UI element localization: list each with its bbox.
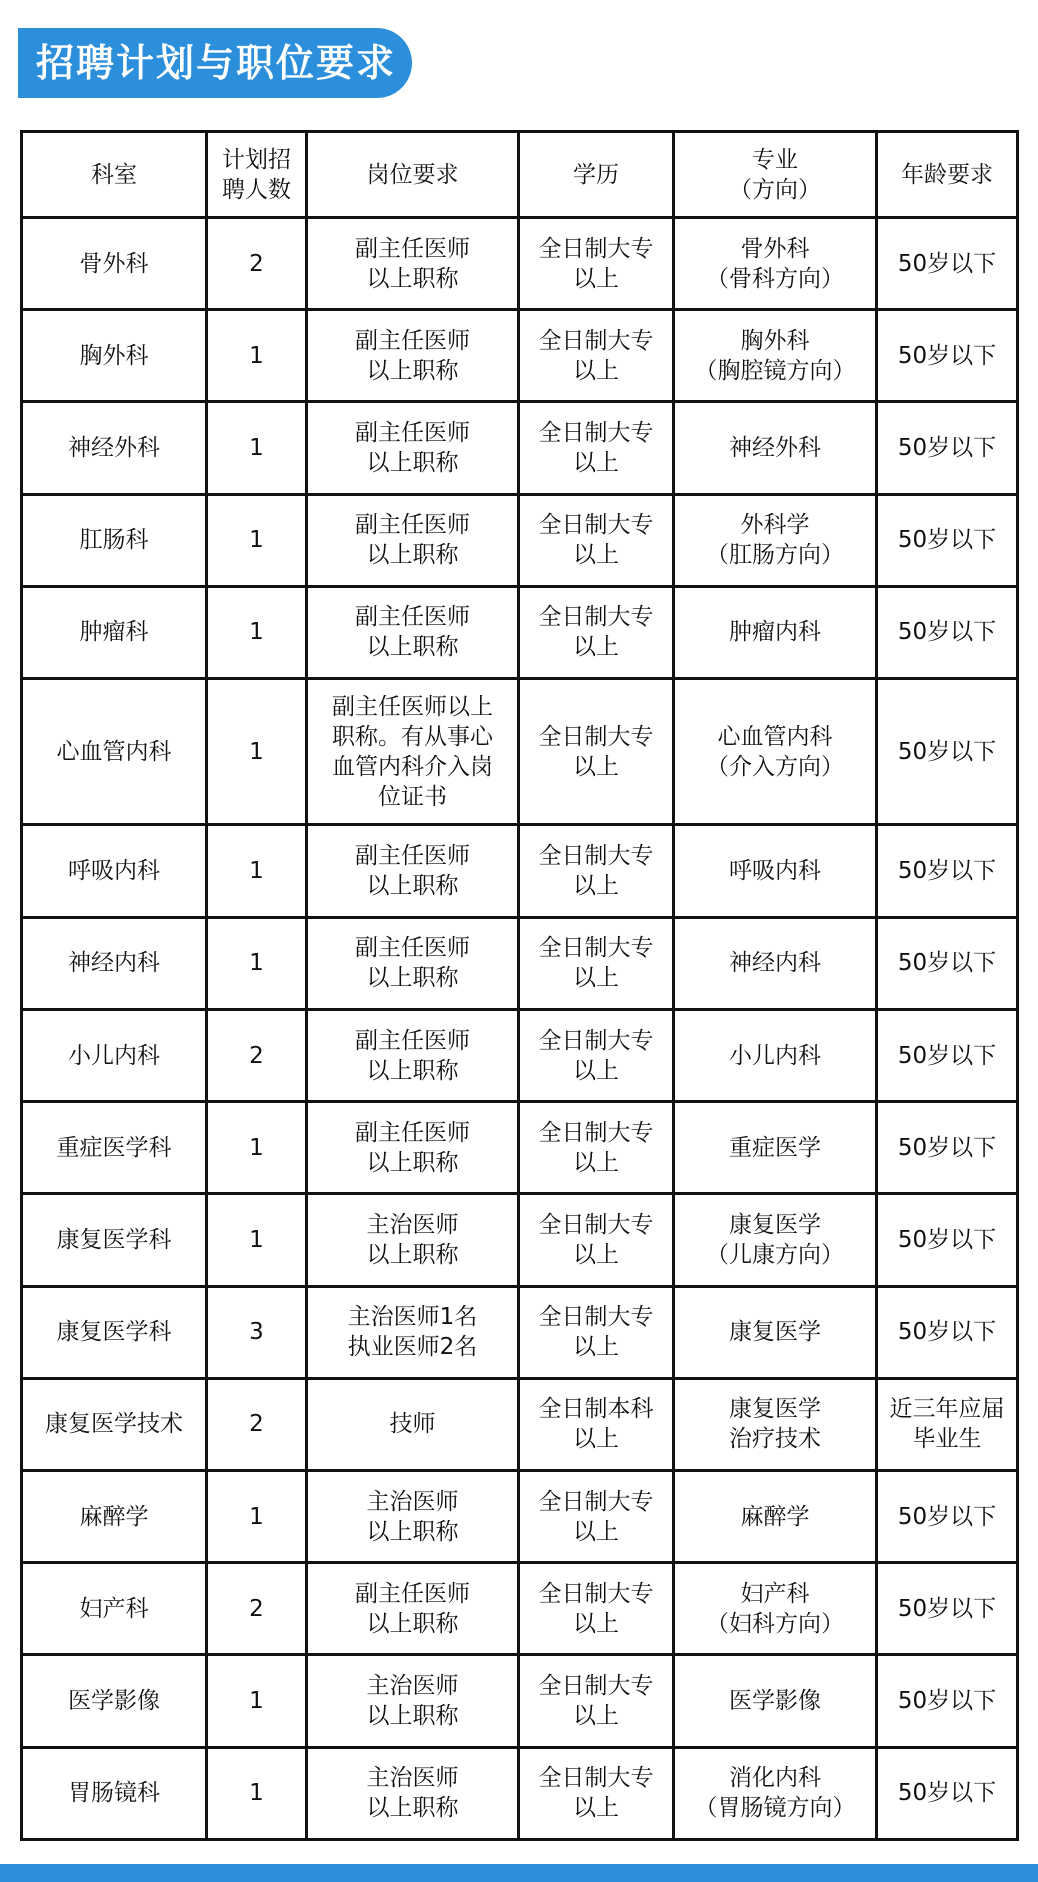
- cell-line: 全日制大专: [538, 1488, 654, 1515]
- cell-line: 康复医学科: [56, 1319, 172, 1346]
- cell-line: 2: [249, 1411, 264, 1438]
- cell-line: 学历: [573, 161, 619, 188]
- cell-line: 骨外科: [79, 250, 149, 277]
- cell-age-requirement: [877, 1378, 1018, 1470]
- cell-age-requirement: [877, 494, 1018, 586]
- cell-line: 以上: [573, 1518, 619, 1545]
- cell-position-requirement: [307, 1378, 519, 1470]
- cell-line: 执业医师2名: [347, 1334, 478, 1361]
- cell-age-requirement: [877, 310, 1018, 402]
- cell-headcount: [207, 1194, 307, 1286]
- table-row: [22, 1286, 1018, 1378]
- cell-headcount: [207, 679, 307, 825]
- cell-line: 1: [249, 435, 264, 462]
- cell-headcount: [207, 917, 307, 1009]
- cell-line: 1: [249, 950, 264, 977]
- cell-line: 计划招: [222, 146, 291, 173]
- cell-line: 1: [249, 1503, 264, 1530]
- cell-major: [674, 494, 877, 586]
- cell-headcount: [207, 1378, 307, 1470]
- cell-line: 全日制大专: [538, 235, 654, 262]
- cell-age-requirement: [877, 1655, 1018, 1747]
- cell-major: [674, 1655, 877, 1747]
- cell-age-requirement: [877, 825, 1018, 917]
- cell-line: 肿瘤内科: [729, 619, 821, 646]
- cell-department: [22, 402, 207, 494]
- cell-line: 以上职称: [366, 873, 459, 900]
- cell-department: [22, 218, 207, 310]
- cell-line: 主治医师: [366, 1211, 459, 1238]
- cell-age-requirement: [877, 218, 1018, 310]
- table-row: [22, 825, 1018, 917]
- cell-line: 副主任医师: [355, 1027, 470, 1054]
- table-row: [22, 1470, 1018, 1562]
- cell-line: 近三年应届: [889, 1396, 1005, 1423]
- cell-line: 以上: [573, 1703, 619, 1730]
- cell-education: [519, 1009, 674, 1101]
- cell-line: 以上: [573, 1610, 619, 1637]
- table-row: [22, 679, 1018, 825]
- cell-line: 医学影像: [729, 1688, 821, 1715]
- cell-line: 主治医师1名: [347, 1304, 478, 1331]
- cell-line: 康复医学科: [56, 1226, 172, 1253]
- cell-line: 副主任医师: [355, 327, 470, 354]
- cell-department: [22, 679, 207, 825]
- cell-line: 心血管内科: [56, 738, 172, 765]
- cell-line: 康复医学: [729, 1396, 821, 1423]
- cell-line: （肛肠方向）: [706, 542, 844, 569]
- cell-position-requirement: [307, 1102, 519, 1194]
- cell-line: 呼吸内科: [68, 858, 160, 885]
- cell-age-requirement: [877, 1102, 1018, 1194]
- cell-line: 康复医学: [729, 1319, 821, 1346]
- cell-education: [519, 825, 674, 917]
- table-row: [22, 917, 1018, 1009]
- cell-line: 全日制大专: [538, 420, 654, 447]
- cell-line: 职称。有从事心: [332, 723, 493, 750]
- cell-education: [519, 402, 674, 494]
- cell-line: 50岁以下: [897, 1042, 997, 1069]
- cell-line: 全日制大专: [538, 1027, 654, 1054]
- cell-position-requirement: [307, 1470, 519, 1562]
- cell-education: [519, 1747, 674, 1839]
- cell-line: 康复医学技术: [45, 1411, 183, 1438]
- cell-position-requirement: [307, 218, 519, 310]
- cell-position-requirement: [307, 402, 519, 494]
- cell-line: 麻醉学: [740, 1503, 810, 1530]
- cell-age-requirement: [877, 586, 1018, 678]
- cell-position-requirement: [307, 586, 519, 678]
- cell-line: 50岁以下: [897, 527, 997, 554]
- cell-line: 50岁以下: [897, 738, 997, 765]
- cell-line: 1: [249, 619, 264, 646]
- cell-age-requirement: [877, 1009, 1018, 1101]
- cell-line: 以上职称: [366, 634, 459, 661]
- cell-department: [22, 1102, 207, 1194]
- cell-headcount: [207, 1286, 307, 1378]
- cell-line: 肛肠科: [79, 527, 149, 554]
- cell-department: [22, 1655, 207, 1747]
- table-row: [22, 218, 1018, 310]
- cell-line: 胸外科: [79, 342, 149, 369]
- column-header-position-requirement: [307, 132, 519, 218]
- cell-line: 以上职称: [366, 1795, 459, 1822]
- cell-line: 肿瘤科: [79, 619, 149, 646]
- cell-line: 1: [249, 1780, 264, 1807]
- cell-line: 以上: [573, 1241, 619, 1268]
- cell-line: 全日制大专: [538, 1580, 654, 1607]
- cell-line: 以上: [573, 450, 619, 477]
- cell-line: 以上职称: [366, 1057, 459, 1084]
- cell-major: [674, 917, 877, 1009]
- cell-line: 全日制大专: [538, 1765, 654, 1792]
- cell-position-requirement: [307, 310, 519, 402]
- table-row: [22, 310, 1018, 402]
- cell-headcount: [207, 1009, 307, 1101]
- cell-line: 以上: [573, 1426, 619, 1453]
- cell-line: 以上职称: [366, 357, 459, 384]
- cell-position-requirement: [307, 1747, 519, 1839]
- cell-line: 副主任医师: [355, 1119, 470, 1146]
- table-header: [22, 132, 1018, 218]
- cell-line: 全日制大专: [538, 723, 654, 750]
- cell-line: 副主任医师: [355, 843, 470, 870]
- cell-education: [519, 1655, 674, 1747]
- table-row: [22, 1747, 1018, 1839]
- table-row: [22, 402, 1018, 494]
- cell-position-requirement: [307, 1563, 519, 1655]
- cell-line: 全日制大专: [538, 1304, 654, 1331]
- table-row: [22, 1009, 1018, 1101]
- cell-line: 以上职称: [366, 1518, 459, 1545]
- cell-line: 副主任医师: [355, 604, 470, 631]
- cell-headcount: [207, 310, 307, 402]
- cell-department: [22, 1009, 207, 1101]
- cell-position-requirement: [307, 1655, 519, 1747]
- cell-line: 神经外科: [68, 435, 160, 462]
- cell-line: 50岁以下: [897, 1503, 997, 1530]
- cell-headcount: [207, 1470, 307, 1562]
- cell-line: 全日制大专: [538, 1211, 654, 1238]
- cell-line: 血管内科介入岗: [332, 753, 493, 780]
- cell-major: [674, 1194, 877, 1286]
- cell-headcount: [207, 825, 307, 917]
- cell-position-requirement: [307, 1194, 519, 1286]
- cell-line: （妇科方向）: [706, 1610, 844, 1637]
- cell-line: 50岁以下: [897, 1595, 997, 1622]
- cell-education: [519, 1378, 674, 1470]
- cell-department: [22, 310, 207, 402]
- cell-line: 50岁以下: [897, 950, 997, 977]
- cell-line: 以上: [573, 1795, 619, 1822]
- cell-department: [22, 1286, 207, 1378]
- cell-major: [674, 310, 877, 402]
- recruitment-table: [20, 130, 1019, 1841]
- cell-line: 1: [249, 1226, 264, 1253]
- cell-department: [22, 825, 207, 917]
- cell-line: 以上: [573, 1334, 619, 1361]
- cell-line: 全日制大专: [538, 512, 654, 539]
- cell-education: [519, 1194, 674, 1286]
- cell-major: [674, 402, 877, 494]
- cell-line: 副主任医师: [355, 512, 470, 539]
- cell-line: 以上职称: [366, 1610, 459, 1637]
- cell-line: 副主任医师: [355, 235, 470, 262]
- cell-line: 以上职称: [366, 1149, 459, 1176]
- cell-major: [674, 1286, 877, 1378]
- cell-line: 2: [249, 1042, 264, 1069]
- column-header-age-requirement: [877, 132, 1018, 218]
- cell-headcount: [207, 1102, 307, 1194]
- cell-age-requirement: [877, 1563, 1018, 1655]
- table-row: [22, 494, 1018, 586]
- cell-line: 以上: [573, 357, 619, 384]
- cell-line: 年龄要求: [901, 161, 993, 188]
- cell-headcount: [207, 586, 307, 678]
- cell-line: 以上职称: [366, 542, 459, 569]
- cell-line: 50岁以下: [897, 342, 997, 369]
- cell-line: 50岁以下: [897, 1688, 997, 1715]
- cell-position-requirement: [307, 825, 519, 917]
- cell-line: 以上: [573, 634, 619, 661]
- cell-line: 神经内科: [729, 950, 821, 977]
- cell-line: 技师: [389, 1411, 436, 1438]
- cell-line: 全日制大专: [538, 1673, 654, 1700]
- header-row: [22, 132, 1018, 218]
- cell-line: 聘人数: [222, 176, 291, 203]
- cell-line: 小儿内科: [68, 1042, 160, 1069]
- cell-line: 消化内科: [729, 1765, 821, 1792]
- cell-major: [674, 1009, 877, 1101]
- cell-line: 主治医师: [366, 1673, 459, 1700]
- cell-line: （儿康方向）: [706, 1241, 844, 1268]
- column-header-education: [519, 132, 674, 218]
- bottom-accent-bar: [0, 1864, 1038, 1882]
- cell-line: 全日制本科: [538, 1396, 654, 1423]
- cell-line: 1: [249, 527, 264, 554]
- cell-line: 50岁以下: [897, 1780, 997, 1807]
- cell-line: 50岁以下: [897, 250, 997, 277]
- cell-line: 2: [249, 250, 264, 277]
- column-header-major: [674, 132, 877, 218]
- table-row: [22, 1655, 1018, 1747]
- cell-line: 副主任医师以上: [332, 693, 493, 720]
- cell-age-requirement: [877, 917, 1018, 1009]
- cell-line: 以上: [573, 542, 619, 569]
- cell-department: [22, 917, 207, 1009]
- cell-line: 全日制大专: [538, 327, 654, 354]
- cell-line: 科室: [91, 161, 137, 188]
- cell-headcount: [207, 402, 307, 494]
- cell-education: [519, 917, 674, 1009]
- cell-headcount: [207, 1563, 307, 1655]
- cell-education: [519, 1286, 674, 1378]
- cell-line: 以上: [573, 265, 619, 292]
- cell-line: 医学影像: [68, 1688, 160, 1715]
- cell-line: 以上: [573, 873, 619, 900]
- cell-line: （方向）: [729, 176, 821, 203]
- cell-line: 治疗技术: [729, 1426, 821, 1453]
- cell-line: 心血管内科: [717, 723, 833, 750]
- cell-department: [22, 1378, 207, 1470]
- cell-line: 以上职称: [366, 1703, 459, 1730]
- cell-position-requirement: [307, 917, 519, 1009]
- cell-education: [519, 679, 674, 825]
- cell-line: 重症医学科: [56, 1134, 172, 1161]
- cell-major: [674, 679, 877, 825]
- cell-line: 50岁以下: [897, 435, 997, 462]
- cell-department: [22, 1563, 207, 1655]
- cell-line: 以上职称: [366, 965, 459, 992]
- cell-line: 专业: [752, 146, 798, 173]
- cell-headcount: [207, 1747, 307, 1839]
- column-header-department: [22, 132, 207, 218]
- cell-line: 位证书: [378, 783, 447, 810]
- cell-line: 妇产科: [79, 1595, 149, 1622]
- cell-headcount: [207, 218, 307, 310]
- table-row: [22, 586, 1018, 678]
- cell-education: [519, 218, 674, 310]
- cell-line: 康复医学: [729, 1211, 821, 1238]
- cell-education: [519, 310, 674, 402]
- cell-age-requirement: [877, 1286, 1018, 1378]
- table-row: [22, 1194, 1018, 1286]
- cell-position-requirement: [307, 494, 519, 586]
- cell-line: 50岁以下: [897, 619, 997, 646]
- cell-line: （骨科方向）: [706, 265, 844, 292]
- cell-line: 3: [249, 1319, 264, 1346]
- cell-major: [674, 1102, 877, 1194]
- cell-education: [519, 494, 674, 586]
- cell-line: 以上: [573, 1057, 619, 1084]
- cell-department: [22, 494, 207, 586]
- cell-line: 1: [249, 1688, 264, 1715]
- cell-line: 50岁以下: [897, 1319, 997, 1346]
- cell-line: 主治医师: [366, 1765, 459, 1792]
- cell-age-requirement: [877, 1470, 1018, 1562]
- cell-position-requirement: [307, 1009, 519, 1101]
- cell-line: 1: [249, 858, 264, 885]
- cell-line: 1: [249, 342, 264, 369]
- cell-line: 岗位要求: [366, 161, 459, 188]
- cell-line: 神经内科: [68, 950, 160, 977]
- cell-line: 以上: [573, 753, 619, 780]
- page-title: 招聘计划与职位要求: [36, 41, 397, 85]
- cell-major: [674, 1563, 877, 1655]
- cell-line: 1: [249, 1134, 264, 1161]
- cell-major: [674, 1747, 877, 1839]
- cell-line: 以上: [573, 1149, 619, 1176]
- table-body: [22, 218, 1018, 1840]
- cell-line: 以上职称: [366, 450, 459, 477]
- cell-line: 50岁以下: [897, 858, 997, 885]
- cell-line: 1: [249, 738, 264, 765]
- cell-line: 副主任医师: [355, 935, 470, 962]
- cell-line: 50岁以下: [897, 1134, 997, 1161]
- cell-line: 胸外科: [740, 327, 810, 354]
- cell-department: [22, 586, 207, 678]
- cell-line: 小儿内科: [729, 1042, 821, 1069]
- cell-department: [22, 1470, 207, 1562]
- cell-line: 全日制大专: [538, 604, 654, 631]
- cell-education: [519, 1470, 674, 1562]
- cell-line: 50岁以下: [897, 1226, 997, 1253]
- cell-education: [519, 1563, 674, 1655]
- cell-position-requirement: [307, 1286, 519, 1378]
- cell-line: 以上: [573, 965, 619, 992]
- cell-age-requirement: [877, 1747, 1018, 1839]
- cell-line: （胃肠镜方向）: [694, 1795, 856, 1822]
- cell-line: 骨外科: [740, 235, 810, 262]
- cell-line: 外科学: [740, 512, 810, 539]
- cell-position-requirement: [307, 679, 519, 825]
- cell-line: 全日制大专: [538, 1119, 654, 1146]
- cell-line: 神经外科: [729, 435, 821, 462]
- cell-line: 主治医师: [366, 1488, 459, 1515]
- cell-headcount: [207, 494, 307, 586]
- cell-age-requirement: [877, 402, 1018, 494]
- cell-line: 副主任医师: [355, 1580, 470, 1607]
- cell-line: （胸腔镜方向）: [694, 357, 856, 384]
- cell-department: [22, 1747, 207, 1839]
- cell-education: [519, 1102, 674, 1194]
- column-header-headcount: [207, 132, 307, 218]
- cell-line: 全日制大专: [538, 935, 654, 962]
- cell-major: [674, 1378, 877, 1470]
- cell-line: 以上职称: [366, 1241, 459, 1268]
- cell-major: [674, 586, 877, 678]
- cell-line: 妇产科: [740, 1580, 810, 1607]
- cell-line: 胃肠镜科: [68, 1780, 160, 1807]
- cell-line: 2: [249, 1595, 264, 1622]
- cell-line: 毕业生: [912, 1426, 982, 1453]
- table-row: [22, 1563, 1018, 1655]
- cell-line: 呼吸内科: [729, 858, 821, 885]
- cell-line: 副主任医师: [355, 420, 470, 447]
- cell-headcount: [207, 1655, 307, 1747]
- cell-major: [674, 825, 877, 917]
- cell-age-requirement: [877, 1194, 1018, 1286]
- table-row: [22, 1378, 1018, 1470]
- table-row: [22, 1102, 1018, 1194]
- cell-major: [674, 1470, 877, 1562]
- cell-line: 全日制大专: [538, 843, 654, 870]
- cell-line: 麻醉学: [79, 1503, 149, 1530]
- cell-education: [519, 586, 674, 678]
- cell-line: 重症医学: [729, 1134, 821, 1161]
- cell-age-requirement: [877, 679, 1018, 825]
- cell-line: （介入方向）: [706, 753, 844, 780]
- cell-department: [22, 1194, 207, 1286]
- cell-major: [674, 218, 877, 310]
- cell-line: 以上职称: [366, 265, 459, 292]
